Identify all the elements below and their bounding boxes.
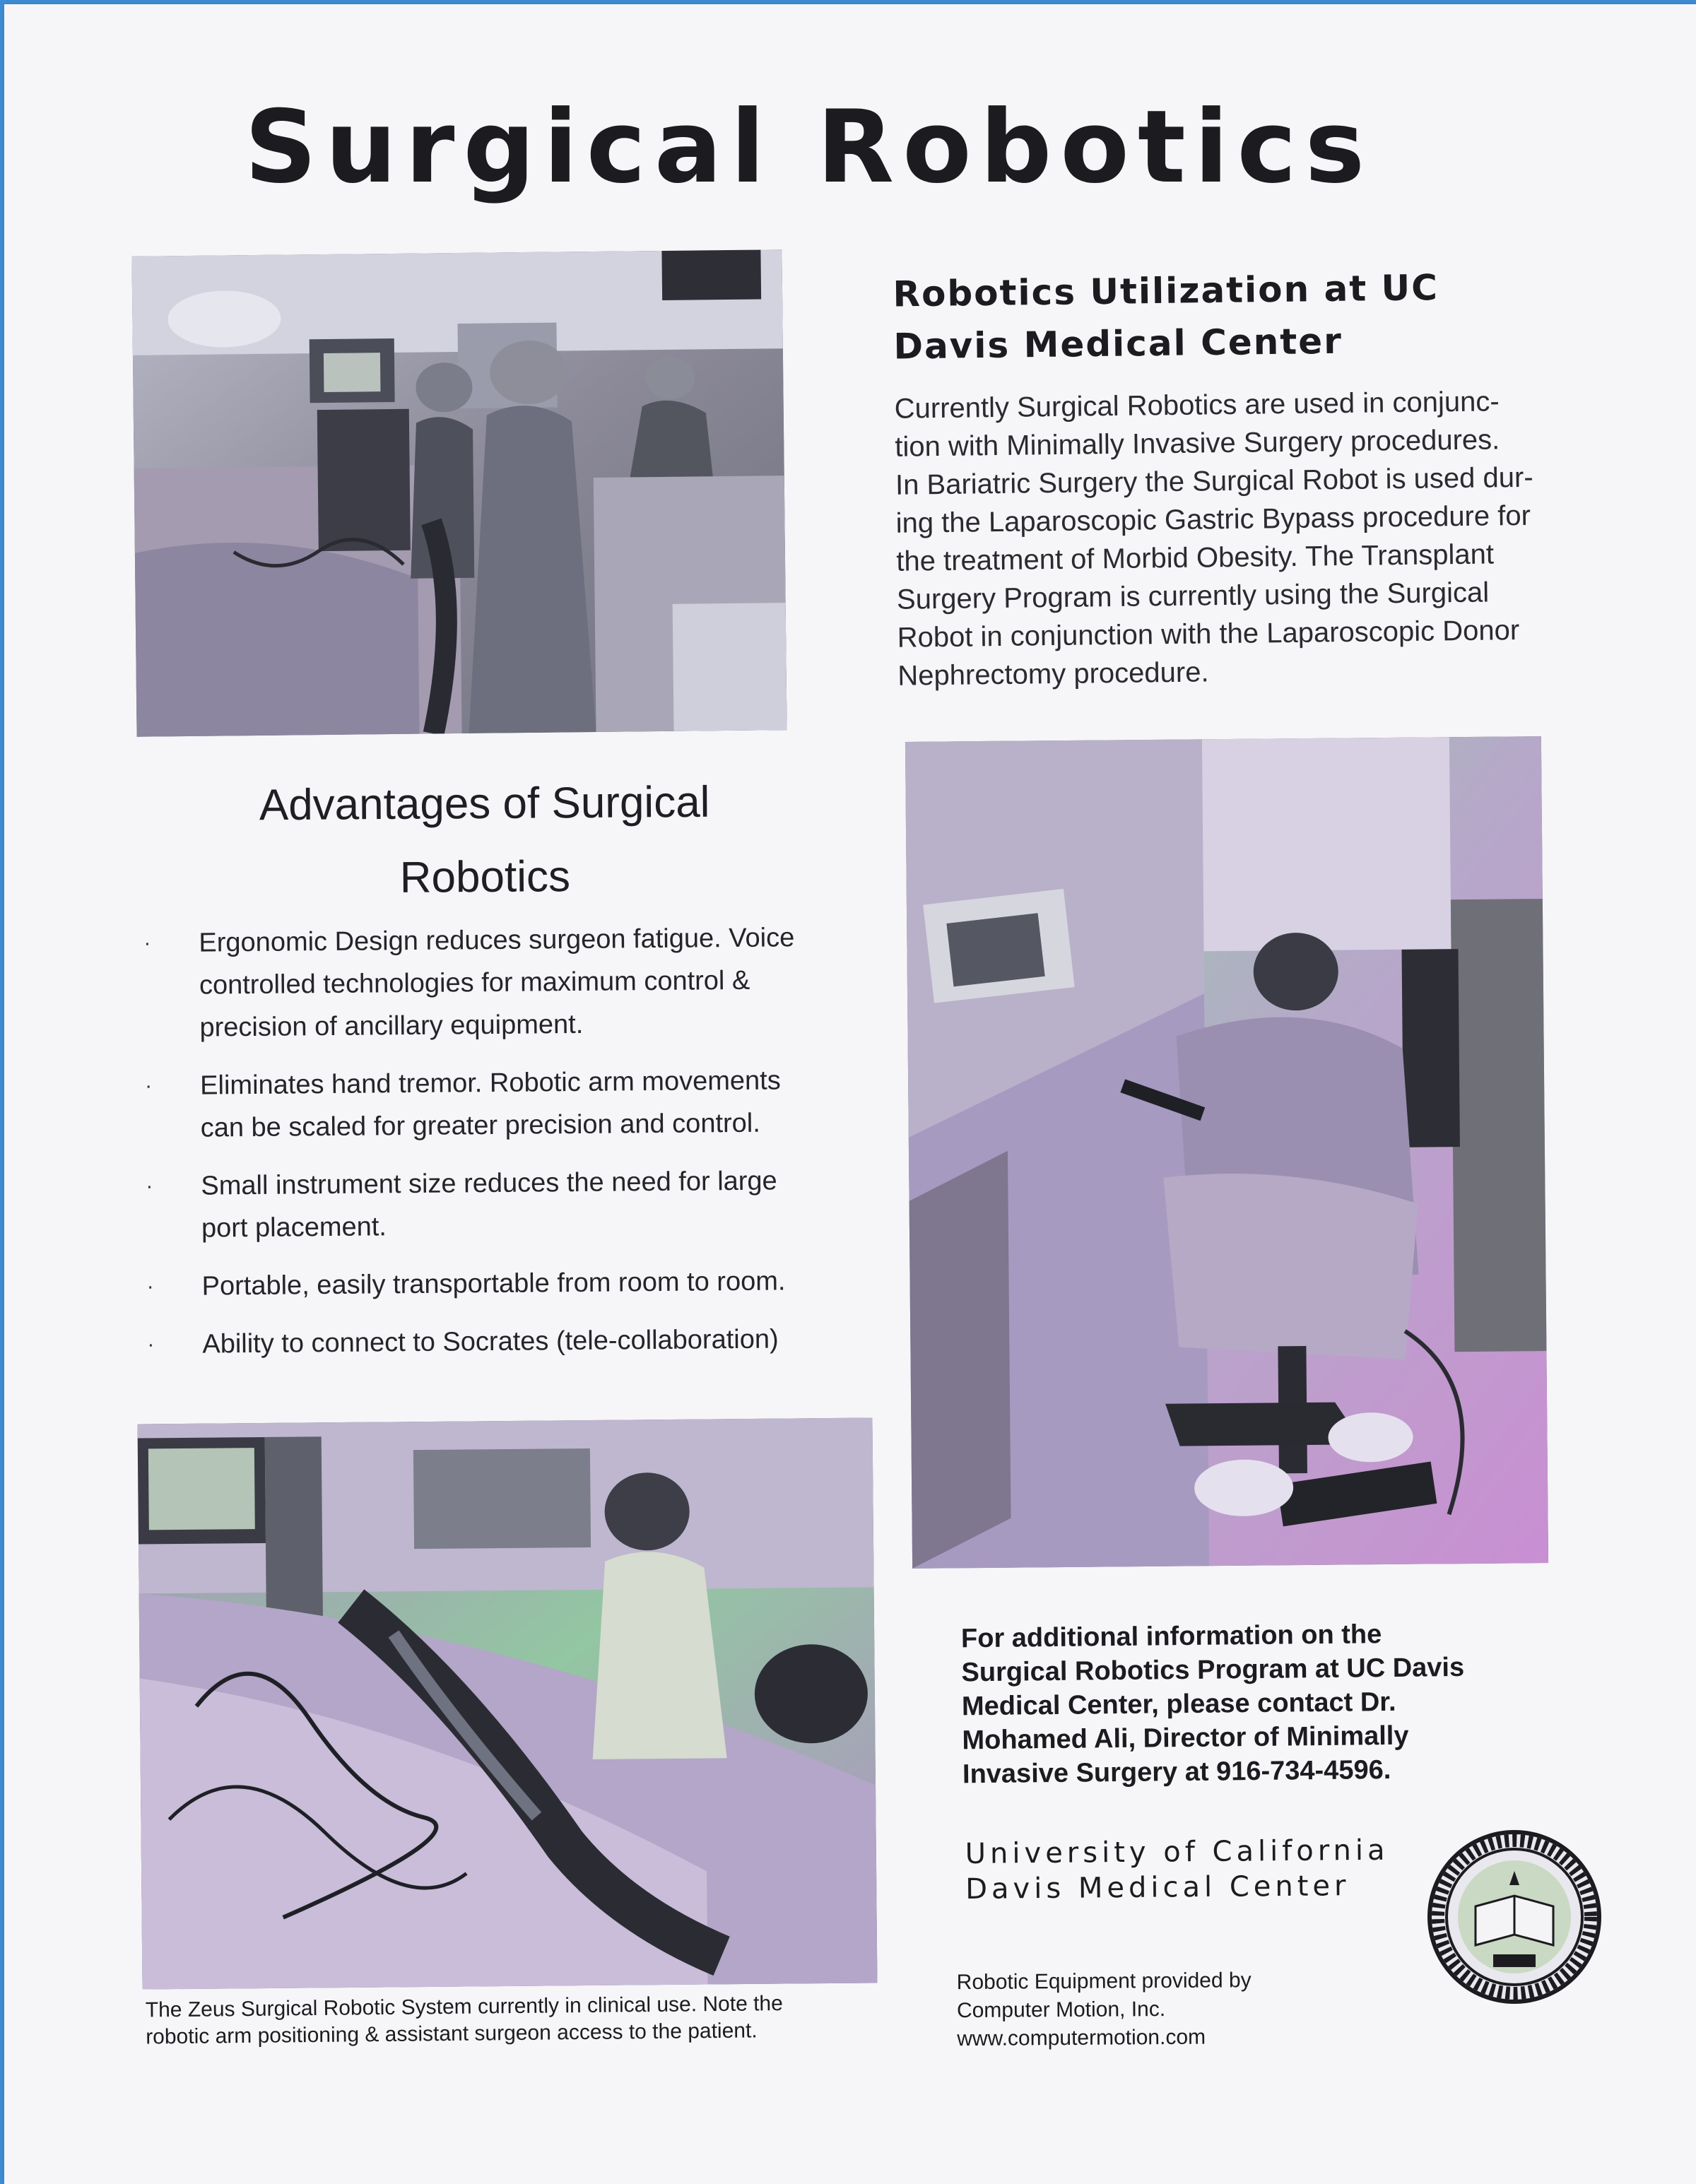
bullet-icon: · [146,1275,154,1299]
item-line: controlled technologies for maximum control & [199,965,750,1000]
credit-line: Robotic Equipment provided by [956,1968,1252,1995]
caption-line: robotic arm positioning & assistant surgeon access to the patient. [146,2019,758,2049]
credit-line: Computer Motion, Inc. [956,1997,1166,2023]
item-line: Eliminates hand tremor. Robotic arm movements [200,1066,781,1101]
list-item [145,1059,838,1150]
university-line: University of California [965,1834,1389,1870]
bullet-icon: · [143,931,151,955]
contact-line: Mohamed Ali, Director of Minimally [962,1720,1409,1756]
advantages-list [143,916,840,1382]
bullet-icon: · [147,1333,155,1357]
contact-info [961,1616,1549,1792]
contact-line: Surgical Robotics Program at UC Davis [961,1652,1465,1688]
list-item [146,1260,839,1309]
contact-line: Medical Center, please contact Dr. [961,1687,1396,1722]
body-line: Nephrectomy procedure. [897,656,1209,692]
advantages-heading [180,765,789,916]
item-line: Ability to connect to Socrates (tele-collaboration) [202,1324,779,1359]
list-item [146,1159,839,1251]
item-line: precision of ancillary equipment. [199,1009,584,1043]
body-line: Surgery Program is currently using the Surgical [896,577,1490,615]
contact-line: For additional information on the [960,1619,1382,1654]
bullet-icon: · [146,1174,153,1198]
body-line: Currently Surgical Robotics are used in conjunc- [894,386,1500,425]
utilization-heading-line: Robotics Utilization at UC [893,267,1439,315]
equipment-credit [957,1966,1382,2053]
utilization-heading-line: Davis Medical Center [893,320,1343,367]
item-line: port placement. [201,1212,387,1244]
contact-line: Invasive Surgery at 916-734-4596. [962,1754,1391,1790]
university-name [965,1832,1447,1907]
list-item [143,916,837,1050]
advantages-heading-line: Advantages of Surgical [259,777,710,830]
flyer-page [4,4,1696,2184]
operating-room-photo [131,249,787,737]
seated-surgeon-console-photo [905,736,1548,1569]
caption-line: The Zeus Surgical Robotic System currently in clinical use. Note the [145,1992,784,2022]
bullet-icon: · [145,1074,153,1098]
university-line: Davis Medical Center [965,1870,1350,1906]
item-line: Ergonomic Design reduces surgeon fatigue. Voice [199,923,795,958]
utilization-body [894,382,1565,695]
body-line: Robot in conjunction with the Laparoscopic Donor [897,615,1520,654]
item-line: can be scaled for greater precision and control. [200,1108,761,1143]
uc-davis-seal-icon [1426,1829,1603,2005]
page-title: Surgical Robotics [245,89,1374,206]
item-line: Portable, easily transportable from room to room. [201,1266,786,1301]
photo-caption [146,1990,888,2051]
body-line: ing the Laparoscopic Gastric Bypass procedure for [895,500,1531,539]
zeus-robot-arms-photo [138,1417,878,1989]
utilization-heading [893,261,1530,373]
item-line: Small instrument size reduces the need for large [201,1166,777,1201]
body-line: tion with Minimally Invasive Surgery procedures. [895,424,1500,463]
body-line: the treatment of Morbid Obesity. The Transplant [896,538,1495,577]
website-link[interactable]: www.computermotion.com [957,2025,1206,2051]
body-line: In Bariatric Surgery the Surgical Robot is used dur- [895,461,1533,501]
advantages-heading-line: Robotics [399,852,571,902]
list-item [147,1318,840,1367]
